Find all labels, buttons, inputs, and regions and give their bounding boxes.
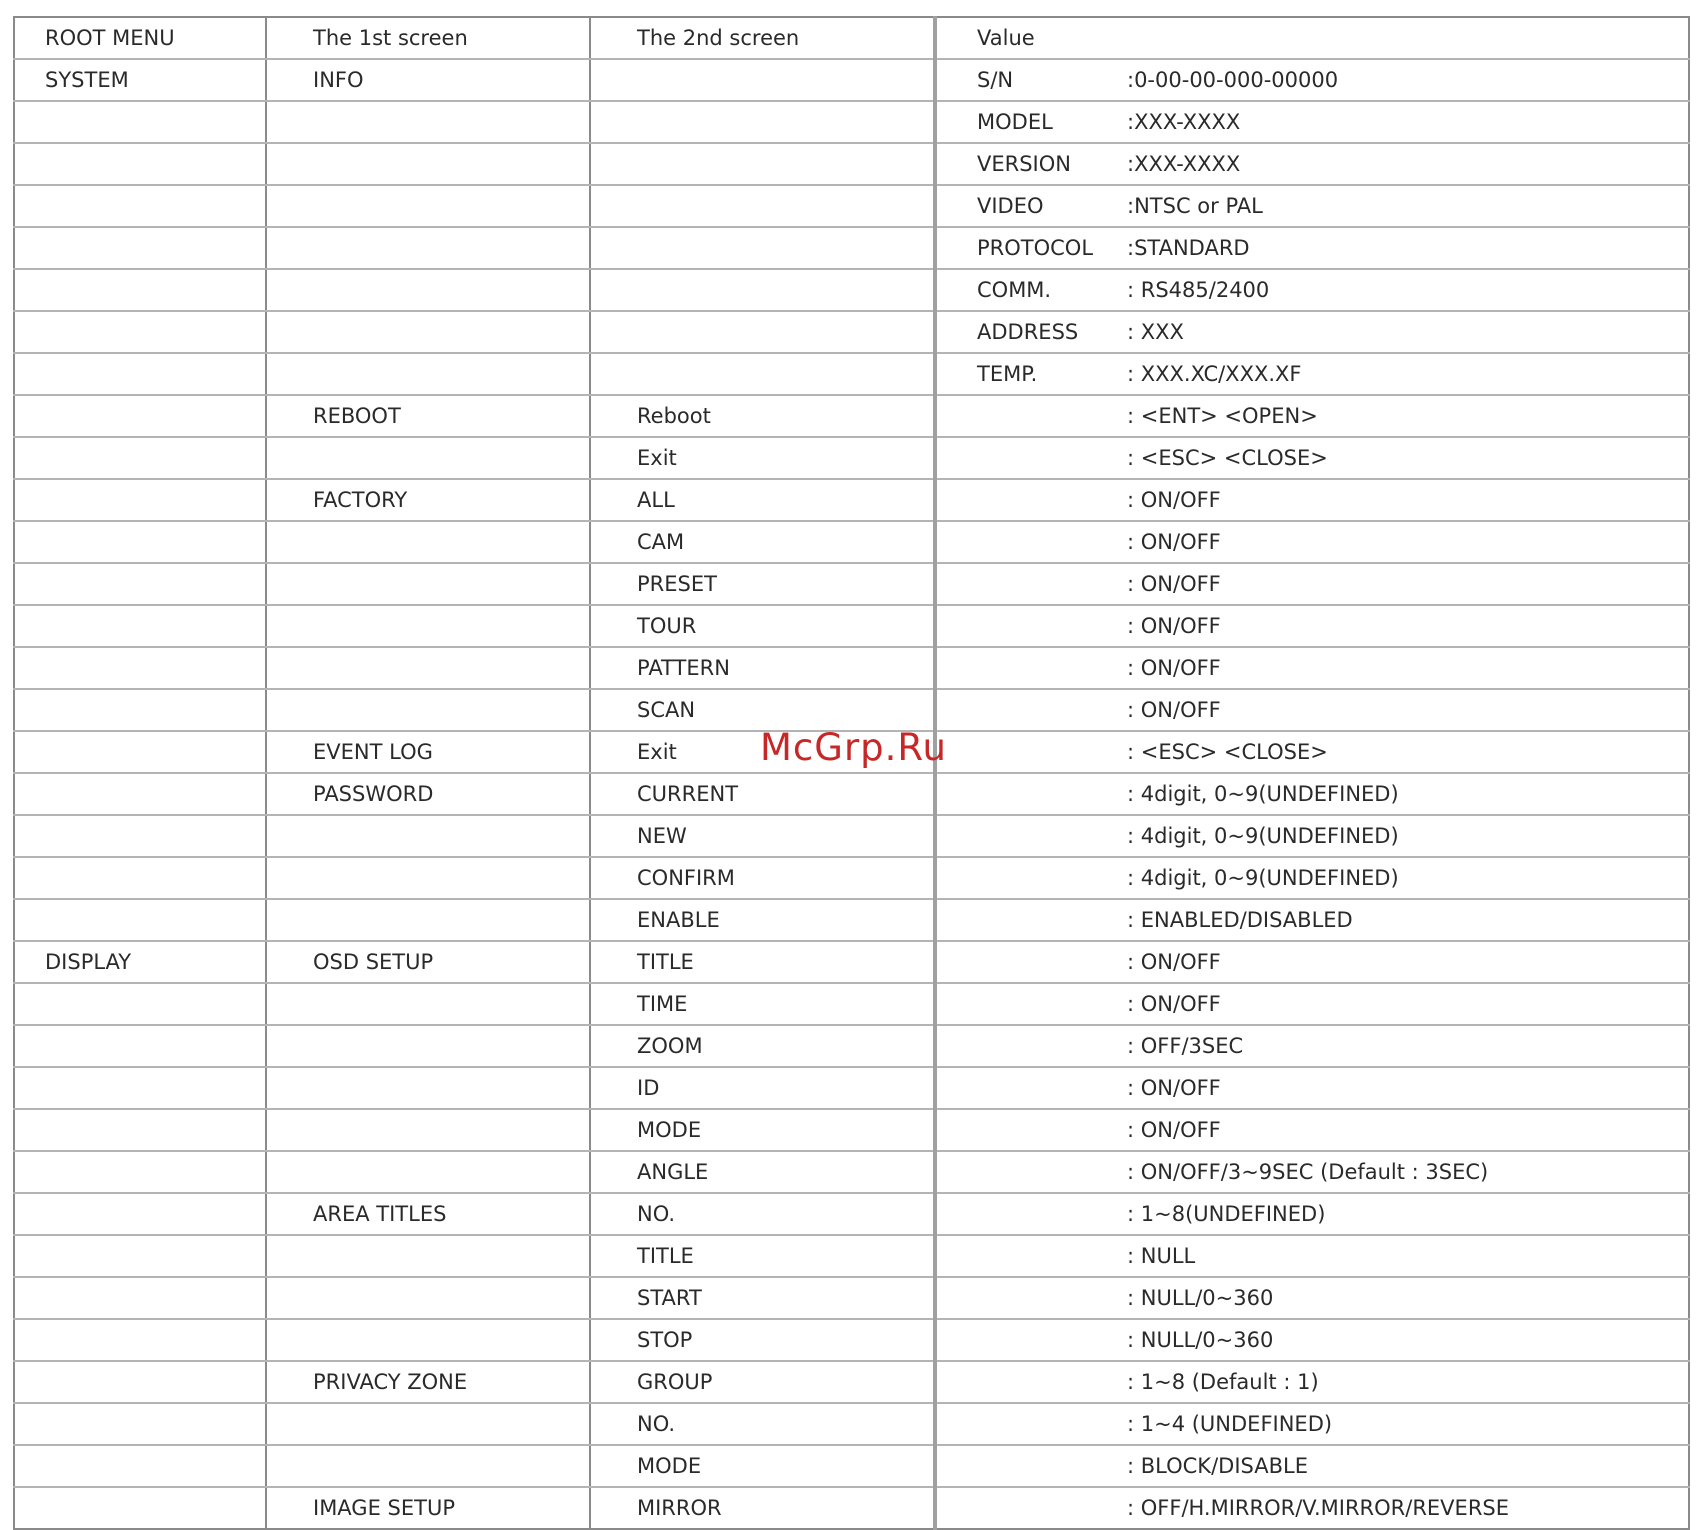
cell-root-menu bbox=[14, 353, 266, 395]
cell-value bbox=[935, 815, 1689, 857]
cell-first-screen bbox=[266, 269, 590, 311]
table-row bbox=[14, 815, 1689, 857]
cell-root-menu bbox=[14, 1277, 266, 1319]
value-text: : RS485/2400 bbox=[1127, 278, 1270, 302]
table-row bbox=[14, 479, 1689, 521]
value-text: : 1~4 (UNDEFINED) bbox=[1127, 1412, 1333, 1436]
cell-value bbox=[935, 1445, 1689, 1487]
cell-first-screen bbox=[266, 353, 590, 395]
cell-root-menu bbox=[14, 647, 266, 689]
cell-value bbox=[935, 647, 1689, 689]
value-text: : ON/OFF bbox=[1127, 530, 1221, 554]
table-row bbox=[14, 857, 1689, 899]
value-label: TEMP. bbox=[977, 362, 1038, 386]
cell-second-screen bbox=[590, 143, 935, 185]
cell-value bbox=[935, 1025, 1689, 1067]
cell-first-screen bbox=[266, 689, 590, 731]
cell-root-menu bbox=[14, 857, 266, 899]
value-text: : 1~8(UNDEFINED) bbox=[1127, 1202, 1326, 1226]
value-text: : ON/OFF bbox=[1127, 992, 1221, 1016]
cell-value bbox=[935, 689, 1689, 731]
value-text: : ON/OFF/3~9SEC (Default : 3SEC) bbox=[1127, 1160, 1489, 1184]
table-header-row bbox=[14, 17, 1689, 59]
value-text: : NULL/0~360 bbox=[1127, 1328, 1274, 1352]
cell-first-screen bbox=[266, 1445, 590, 1487]
cell-first-screen bbox=[266, 1109, 590, 1151]
table-row bbox=[14, 1067, 1689, 1109]
table-row bbox=[14, 227, 1689, 269]
cell-first-screen bbox=[266, 521, 590, 563]
cell-root-menu bbox=[14, 521, 266, 563]
cell-value bbox=[935, 731, 1689, 773]
cell-first-screen bbox=[266, 143, 590, 185]
cell-root-menu bbox=[14, 1025, 266, 1067]
cell-second-screen bbox=[590, 185, 935, 227]
cell-root-menu bbox=[14, 983, 266, 1025]
cell-second-screen bbox=[590, 227, 935, 269]
cell-value bbox=[935, 563, 1689, 605]
cell-value bbox=[935, 1319, 1689, 1361]
cell-first-screen: FACTORY bbox=[266, 479, 590, 521]
cell-root-menu bbox=[14, 773, 266, 815]
cell-second-screen: ANGLE bbox=[590, 1151, 935, 1193]
cell-first-screen: EVENT LOG bbox=[266, 731, 590, 773]
cell-second-screen: PRESET bbox=[590, 563, 935, 605]
value-text: : 1~8 (Default : 1) bbox=[1127, 1370, 1319, 1394]
cell-root-menu bbox=[14, 1319, 266, 1361]
cell-second-screen bbox=[590, 353, 935, 395]
table-row bbox=[14, 689, 1689, 731]
cell-second-screen bbox=[590, 101, 935, 143]
cell-first-screen bbox=[266, 1151, 590, 1193]
value-text: :XXX-XXXX bbox=[1127, 110, 1241, 134]
value-text: : OFF/3SEC bbox=[1127, 1034, 1244, 1058]
table-row bbox=[14, 143, 1689, 185]
value-text: : NULL bbox=[1127, 1244, 1196, 1268]
cell-value bbox=[935, 1277, 1689, 1319]
cell-first-screen bbox=[266, 983, 590, 1025]
cell-root-menu bbox=[14, 143, 266, 185]
cell-first-screen: AREA TITLES bbox=[266, 1193, 590, 1235]
table-row bbox=[14, 1487, 1689, 1529]
table-row bbox=[14, 1403, 1689, 1445]
value-text: : ENABLED/DISABLED bbox=[1127, 908, 1353, 932]
cell-second-screen: GROUP bbox=[590, 1361, 935, 1403]
cell-value bbox=[935, 59, 1689, 101]
cell-root-menu bbox=[14, 437, 266, 479]
cell-value bbox=[935, 605, 1689, 647]
cell-root-menu bbox=[14, 731, 266, 773]
cell-root-menu: SYSTEM bbox=[14, 59, 266, 101]
value-label: PROTOCOL bbox=[977, 236, 1094, 260]
value-text: : <ESC> <CLOSE> bbox=[1127, 740, 1328, 764]
cell-first-screen: PRIVACY ZONE bbox=[266, 1361, 590, 1403]
cell-root-menu bbox=[14, 1235, 266, 1277]
cell-root-menu bbox=[14, 1487, 266, 1529]
table-row bbox=[14, 1319, 1689, 1361]
menu-structure-table bbox=[13, 16, 1690, 1530]
table-row bbox=[14, 59, 1689, 101]
cell-first-screen: IMAGE SETUP bbox=[266, 1487, 590, 1529]
value-text: : 4digit, 0~9(UNDEFINED) bbox=[1127, 824, 1399, 848]
cell-first-screen: REBOOT bbox=[266, 395, 590, 437]
value-text: : <ENT> <OPEN> bbox=[1127, 404, 1318, 428]
cell-first-screen bbox=[266, 1319, 590, 1361]
table-row bbox=[14, 1445, 1689, 1487]
cell-first-screen bbox=[266, 185, 590, 227]
table-row bbox=[14, 1361, 1689, 1403]
cell-second-screen: PATTERN bbox=[590, 647, 935, 689]
table-row bbox=[14, 185, 1689, 227]
cell-value bbox=[935, 983, 1689, 1025]
cell-second-screen: TOUR bbox=[590, 605, 935, 647]
cell-root-menu bbox=[14, 1445, 266, 1487]
cell-value bbox=[935, 1403, 1689, 1445]
cell-value bbox=[935, 773, 1689, 815]
cell-first-screen bbox=[266, 605, 590, 647]
cell-second-screen: ENABLE bbox=[590, 899, 935, 941]
cell-first-screen bbox=[266, 647, 590, 689]
table-row bbox=[14, 353, 1689, 395]
cell-value bbox=[935, 479, 1689, 521]
cell-root-menu bbox=[14, 227, 266, 269]
table-row bbox=[14, 941, 1689, 983]
table-row bbox=[14, 773, 1689, 815]
value-text: : ON/OFF bbox=[1127, 1118, 1221, 1142]
cell-value bbox=[935, 1487, 1689, 1529]
cell-root-menu bbox=[14, 1067, 266, 1109]
cell-second-screen bbox=[590, 311, 935, 353]
cell-second-screen: NEW bbox=[590, 815, 935, 857]
value-label: COMM. bbox=[977, 278, 1052, 302]
cell-second-screen: Exit bbox=[590, 437, 935, 479]
cell-root-menu bbox=[14, 1151, 266, 1193]
cell-second-screen: TITLE bbox=[590, 1235, 935, 1277]
cell-second-screen: CURRENT bbox=[590, 773, 935, 815]
cell-value bbox=[935, 143, 1689, 185]
table-row bbox=[14, 395, 1689, 437]
cell-root-menu bbox=[14, 1109, 266, 1151]
header-first-screen: The 1st screen bbox=[266, 17, 590, 59]
cell-second-screen: ALL bbox=[590, 479, 935, 521]
cell-first-screen bbox=[266, 1277, 590, 1319]
value-text: : 4digit, 0~9(UNDEFINED) bbox=[1127, 866, 1399, 890]
cell-second-screen: MODE bbox=[590, 1109, 935, 1151]
cell-root-menu: DISPLAY bbox=[14, 941, 266, 983]
value-text: : ON/OFF bbox=[1127, 656, 1221, 680]
table-row bbox=[14, 605, 1689, 647]
value-text: : XXX.XC/XXX.XF bbox=[1127, 362, 1302, 386]
cell-first-screen: INFO bbox=[266, 59, 590, 101]
cell-value bbox=[935, 227, 1689, 269]
cell-second-screen: NO. bbox=[590, 1403, 935, 1445]
cell-second-screen bbox=[590, 269, 935, 311]
cell-root-menu bbox=[14, 269, 266, 311]
table-row bbox=[14, 647, 1689, 689]
header-second-screen: The 2nd screen bbox=[590, 17, 935, 59]
cell-second-screen: MIRROR bbox=[590, 1487, 935, 1529]
value-text: : 4digit, 0~9(UNDEFINED) bbox=[1127, 782, 1399, 806]
value-text: : ON/OFF bbox=[1127, 488, 1221, 512]
table-row bbox=[14, 269, 1689, 311]
table-body bbox=[14, 17, 1689, 1529]
table-row bbox=[14, 311, 1689, 353]
value-text: :0-00-00-000-00000 bbox=[1127, 68, 1339, 92]
value-label: VIDEO bbox=[977, 194, 1044, 218]
cell-first-screen bbox=[266, 1067, 590, 1109]
cell-value bbox=[935, 1361, 1689, 1403]
cell-second-screen: CAM bbox=[590, 521, 935, 563]
cell-value bbox=[935, 521, 1689, 563]
cell-root-menu bbox=[14, 899, 266, 941]
cell-value bbox=[935, 1067, 1689, 1109]
cell-second-screen: NO. bbox=[590, 1193, 935, 1235]
cell-value bbox=[935, 1235, 1689, 1277]
value-label: S/N bbox=[977, 68, 1014, 92]
cell-first-screen bbox=[266, 101, 590, 143]
cell-value bbox=[935, 1193, 1689, 1235]
cell-first-screen bbox=[266, 815, 590, 857]
cell-root-menu bbox=[14, 605, 266, 647]
cell-value bbox=[935, 1109, 1689, 1151]
cell-second-screen: Reboot bbox=[590, 395, 935, 437]
table-row bbox=[14, 563, 1689, 605]
cell-root-menu bbox=[14, 689, 266, 731]
cell-first-screen bbox=[266, 1235, 590, 1277]
cell-second-screen: SCAN bbox=[590, 689, 935, 731]
cell-second-screen: TIME bbox=[590, 983, 935, 1025]
cell-first-screen: OSD SETUP bbox=[266, 941, 590, 983]
cell-first-screen bbox=[266, 227, 590, 269]
cell-value bbox=[935, 311, 1689, 353]
cell-value bbox=[935, 269, 1689, 311]
cell-root-menu bbox=[14, 1193, 266, 1235]
table-row bbox=[14, 1193, 1689, 1235]
value-text: : OFF/H.MIRROR/V.MIRROR/REVERSE bbox=[1127, 1496, 1510, 1520]
cell-second-screen: CONFIRM bbox=[590, 857, 935, 899]
cell-second-screen: STOP bbox=[590, 1319, 935, 1361]
cell-second-screen: ZOOM bbox=[590, 1025, 935, 1067]
cell-value bbox=[935, 353, 1689, 395]
value-text: : ON/OFF bbox=[1127, 572, 1221, 596]
cell-second-screen: TITLE bbox=[590, 941, 935, 983]
value-text: : ON/OFF bbox=[1127, 1076, 1221, 1100]
cell-first-screen bbox=[266, 1403, 590, 1445]
cell-first-screen bbox=[266, 1025, 590, 1067]
cell-root-menu bbox=[14, 101, 266, 143]
cell-second-screen: START bbox=[590, 1277, 935, 1319]
cell-first-screen bbox=[266, 563, 590, 605]
header-root-menu: ROOT MENU bbox=[14, 17, 266, 59]
table-row bbox=[14, 1151, 1689, 1193]
value-text: :NTSC or PAL bbox=[1127, 194, 1263, 218]
cell-value bbox=[935, 101, 1689, 143]
table-row bbox=[14, 899, 1689, 941]
cell-value bbox=[935, 1151, 1689, 1193]
cell-second-screen bbox=[590, 59, 935, 101]
cell-root-menu bbox=[14, 185, 266, 227]
table-row bbox=[14, 1235, 1689, 1277]
value-text: : NULL/0~360 bbox=[1127, 1286, 1274, 1310]
cell-value bbox=[935, 899, 1689, 941]
cell-value bbox=[935, 395, 1689, 437]
table-row bbox=[14, 1025, 1689, 1067]
value-text: : ON/OFF bbox=[1127, 698, 1221, 722]
cell-root-menu bbox=[14, 395, 266, 437]
cell-second-screen: ID bbox=[590, 1067, 935, 1109]
header-value: Value bbox=[935, 17, 1689, 59]
cell-first-screen bbox=[266, 899, 590, 941]
cell-second-screen: Exit bbox=[590, 731, 935, 773]
value-label: ADDRESS bbox=[977, 320, 1079, 344]
cell-first-screen bbox=[266, 857, 590, 899]
cell-root-menu bbox=[14, 479, 266, 521]
table-row bbox=[14, 101, 1689, 143]
value-label: MODEL bbox=[977, 110, 1053, 134]
watermark-text: McGrp.Ru bbox=[760, 726, 947, 769]
cell-root-menu bbox=[14, 815, 266, 857]
cell-root-menu bbox=[14, 1403, 266, 1445]
cell-first-screen: PASSWORD bbox=[266, 773, 590, 815]
cell-root-menu bbox=[14, 311, 266, 353]
value-text: : <ESC> <CLOSE> bbox=[1127, 446, 1328, 470]
cell-first-screen bbox=[266, 311, 590, 353]
value-text: : ON/OFF bbox=[1127, 950, 1221, 974]
table-row bbox=[14, 437, 1689, 479]
table-row bbox=[14, 1109, 1689, 1151]
cell-root-menu bbox=[14, 563, 266, 605]
cell-value bbox=[935, 857, 1689, 899]
cell-second-screen: MODE bbox=[590, 1445, 935, 1487]
cell-root-menu bbox=[14, 1361, 266, 1403]
table-row bbox=[14, 1277, 1689, 1319]
cell-first-screen bbox=[266, 437, 590, 479]
cell-value bbox=[935, 185, 1689, 227]
table-row bbox=[14, 521, 1689, 563]
table-row bbox=[14, 983, 1689, 1025]
value-text: : XXX bbox=[1127, 320, 1184, 344]
value-text: :XXX-XXXX bbox=[1127, 152, 1241, 176]
cell-value bbox=[935, 437, 1689, 479]
value-label: VERSION bbox=[977, 152, 1071, 176]
cell-value bbox=[935, 941, 1689, 983]
value-text: : ON/OFF bbox=[1127, 614, 1221, 638]
value-text: :STANDARD bbox=[1127, 236, 1250, 260]
value-text: : BLOCK/DISABLE bbox=[1127, 1454, 1308, 1478]
